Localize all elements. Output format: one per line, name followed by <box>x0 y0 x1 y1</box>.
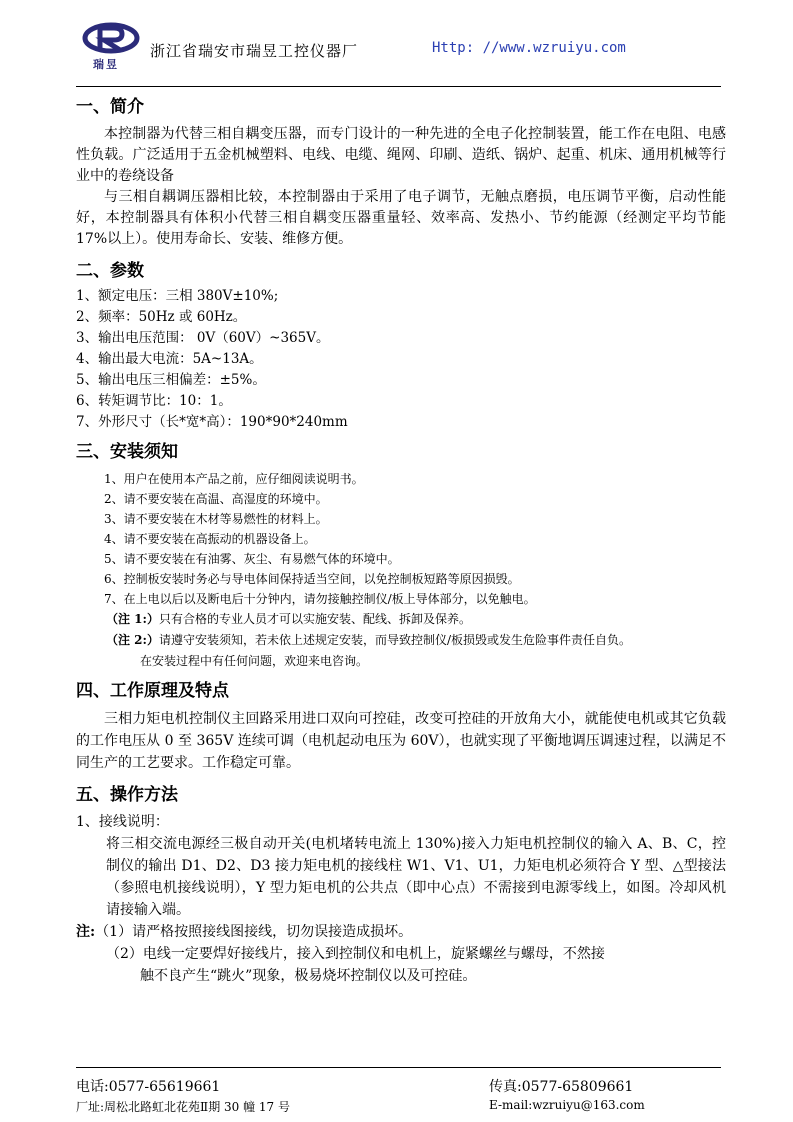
footer-phone: 电话:0577-65619661 <box>76 1079 221 1095</box>
website-url: Http: //www.wzruiyu.com <box>432 40 626 56</box>
operation-note-label: 注: <box>76 924 96 940</box>
intro-paragraph-2: 与三相自耦调压器相比较，本控制器由于采用了电子调节，无触点磨损，电压调节平衡，启动性能好，本控制器具有体积小代替三相自耦变压器重量轻、效率高、发热小、节约能源（经测定平均节能 17%以上）。使用寿命长、安装、维修方便。 <box>76 189 726 247</box>
parameter-item: 3、输出电压范围： 0V（60V）~365V。 <box>76 330 330 346</box>
operation-note-2-continued: 触不良产生“跳火”现象，极易烧坏控制仪以及可控硅。 <box>140 968 477 984</box>
installation-item: 2、请不要安装在高温、高湿度的环境中。 <box>104 492 328 506</box>
footer-divider <box>76 1067 721 1068</box>
document-body <box>76 92 726 987</box>
installation-item: 4、请不要安装在高振动的机器设备上。 <box>104 532 316 546</box>
parameter-list <box>76 286 726 433</box>
section-title-operation: 五、操作方法 <box>76 785 178 805</box>
installation-item: 6、控制板安装时务必与导电体间保持适当空间，以免控制板短路等原因损毁。 <box>104 572 520 586</box>
note-2-label: （注 2:） <box>106 633 159 647</box>
section-title-intro: 一、简介 <box>76 97 144 117</box>
parameter-item: 5、输出电压三相偏差：±5%。 <box>76 372 266 388</box>
section-title-installation-text: 三、安装须知 <box>76 442 178 462</box>
header-divider <box>76 86 721 87</box>
installation-note-1 <box>76 609 726 630</box>
parameter-item: 4、输出最大电流：5A~13A。 <box>76 351 263 367</box>
footer-address: 厂址:周松北路虹北花苑Ⅱ期 30 幢 17 号 <box>76 1100 290 1114</box>
parameter-item: 2、频率：50Hz 或 60Hz。 <box>76 309 247 325</box>
intro-paragraph-1: 本控制器为代替三相自耦变压器，而专门设计的一种先进的全电子化控制装置，能工作在电阻、电感性负载。广泛适用于五金机械塑料、电线、电缆、绳网、印刷、造纸、锅炉、起重、机床、通用机械等行业中的卷绕设备 <box>76 126 726 184</box>
note-1-text: 只有合格的专业人员才可以实施安装、配线、拆卸及保养。 <box>158 612 471 626</box>
operation-note-1: （1）请严格按照接线图接线，切勿误接造成损坏。 <box>95 924 413 940</box>
section-title-parameters: 二、参数 <box>76 261 144 281</box>
parameter-item: 7、外形尺寸（长*宽*高）：190*90*240mm <box>76 414 348 430</box>
logo-text: 瑞昱 <box>93 58 119 71</box>
installation-item: 3、请不要安装在木材等易燃性的材料上。 <box>104 512 328 526</box>
note-1-label: （注 1:） <box>106 612 159 626</box>
footer-fax: 传真:0577-65809661 <box>489 1079 634 1095</box>
operation-notes <box>76 921 726 943</box>
installation-item: 7、在上电以后以及断电后十分钟内，请勿接触控制仪/板上导体部分，以免触电。 <box>104 592 536 606</box>
footer-email: E-mail:wzruiyu@163.com <box>489 1098 645 1112</box>
installation-note-2-continued: 在安装过程中有任何问题，欢迎来电咨询。 <box>140 654 369 668</box>
principle-paragraph: 三相力矩电机控制仪主回路采用进口双向可控硅，改变可控硅的开放角大小，就能使电机或其它负载的工作电压从 0 至 365V 连续可调（电机起动电压为 60V），也就实现了平衡地调压调速过程，以满足不同生产的工艺要求。工作稳定可靠。 <box>76 711 726 771</box>
installation-note-2 <box>76 630 726 651</box>
company-name: 浙江省瑞安市瑞昱工控仪器厂 <box>150 42 359 60</box>
parameter-item: 6、转矩调节比：10：1。 <box>76 393 232 409</box>
wiring-description: 将三相交流电源经三极自动开关(电机堵转电流上 130%)接入力矩电机控制仪的输入 A、B、C，控制仪的输出 D1、D2、D3 接力矩电机的接线柱 W1、V1、U1，力矩电机必须符合 Y 型、△型接法（参照电机接线说明），Y 型力矩电机的公共点（即中心点）不需接到电源零线上，如图。冷却风机请接输入端。 <box>106 836 726 918</box>
installation-item: 5、请不要安装在有油雾、灰尘、有易燃气体的环境中。 <box>104 552 400 566</box>
section-title-principle: 四、工作原理及特点 <box>76 681 229 701</box>
operation-item-1: 1、接线说明： <box>76 814 169 830</box>
installation-item: 1、用户在使用本产品之前，应仔细阅读说明书。 <box>104 472 364 486</box>
parameter-item: 1、额定电压：三相 380V±10%; <box>76 288 279 304</box>
installation-list <box>76 469 726 609</box>
note-2-text: 请遵守安装须知，若未依上述规定安装，而导致控制仪/板损毁或发生危险事件责任自负。 <box>158 633 632 647</box>
operation-note-2: （2）电线一定要焊好接线片，接入到控制仪和电机上，旋紧螺丝与螺母，不然接 <box>106 946 605 962</box>
section-title-installation <box>76 439 726 465</box>
